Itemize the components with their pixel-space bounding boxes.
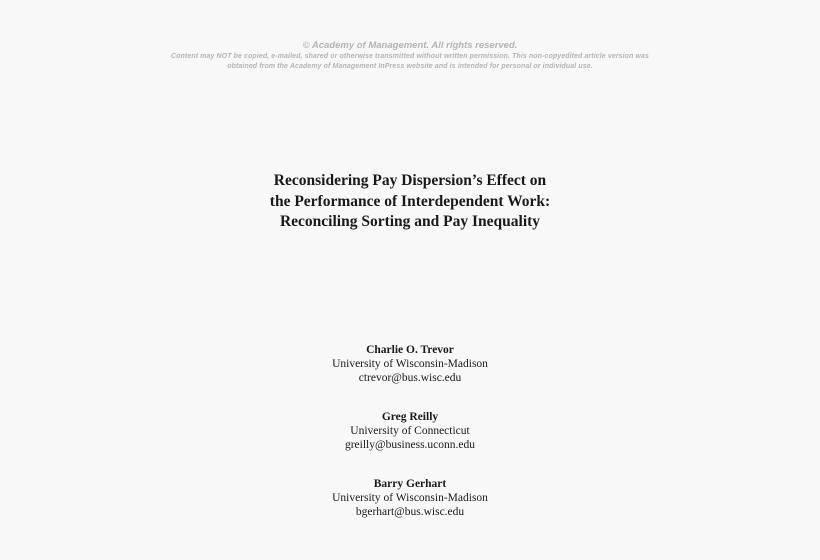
author-name: Barry Gerhart [373, 478, 447, 490]
author-block [0, 477, 820, 519]
title-line: Reconsidering Pay Dispersion’s Effect on [273, 172, 547, 189]
author-list [0, 343, 820, 519]
author-email: greilly@business.uconn.edu [344, 439, 476, 451]
author-affiliation: University of Connecticut [350, 425, 470, 437]
copyright-disclaimer-line: obtained from the Academy of Management InPress website and is intended for personal or individual use. [227, 63, 593, 70]
copyright-notice [0, 40, 820, 72]
author-block [0, 343, 820, 385]
paper-title [0, 171, 820, 233]
title-line: Reconciling Sorting and Pay Inequality [279, 213, 541, 230]
author-name: Greg Reilly [381, 411, 439, 423]
author-affiliation: University of Wisconsin-Madison [332, 492, 488, 504]
author-email: bgerhart@bus.wisc.edu [355, 506, 465, 518]
copyright-disclaimer-line: Content may NOT be copied, e-mailed, shared or otherwise transmitted without written permission. This non-copyedited article version was [170, 53, 650, 60]
author-block [0, 410, 820, 452]
copyright-line: © Academy of Management. All rights reserved. [302, 40, 518, 51]
title-line: the Performance of Interdependent Work: [269, 192, 551, 210]
author-email: ctrevor@bus.wisc.edu [358, 372, 462, 384]
author-affiliation: University of Wisconsin-Madison [332, 358, 488, 370]
author-name: Charlie O. Trevor [366, 344, 454, 356]
